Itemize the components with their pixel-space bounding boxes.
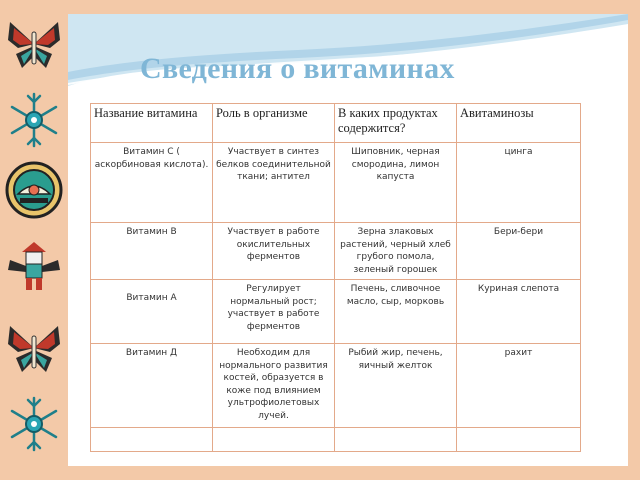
snowflake-icon xyxy=(4,394,64,454)
decorative-sidebar xyxy=(0,0,68,480)
butterfly-icon xyxy=(4,14,64,74)
vitamins-table xyxy=(90,103,581,452)
sun-emblem-icon xyxy=(4,160,64,220)
kachina-figure-icon xyxy=(4,236,64,296)
table-cell: Зерна злаковых растений, черный хлеб грубого помола, зеленый горошек xyxy=(335,223,457,280)
header-vitamin-name: Название витамина xyxy=(91,104,213,143)
table-row xyxy=(91,344,581,428)
header-role: Роль в организме xyxy=(213,104,335,143)
table-cell: Участвует в синтез белков соединительной ткани; антител xyxy=(213,143,335,223)
table-cell: Участвует в работе окислительных ферментов xyxy=(213,223,335,280)
header-deficiency: Авитаминозы xyxy=(457,104,581,143)
table-row xyxy=(91,223,581,280)
page-title: Сведения о витаминах xyxy=(140,52,455,85)
table-cell xyxy=(335,428,457,452)
table-cell: Рыбий жир, печень, яичный желток xyxy=(335,344,457,428)
table-cell: Регулирует нормальный рост; участвует в работе ферментов xyxy=(213,280,335,344)
table-row xyxy=(91,143,581,223)
table-header-row xyxy=(91,104,581,143)
table-cell: рахит xyxy=(457,344,581,428)
snowflake-icon xyxy=(4,90,64,150)
table-cell: Печень, сливочное масло, сыр, морковь xyxy=(335,280,457,344)
table-cell xyxy=(457,428,581,452)
table-row xyxy=(91,428,581,452)
table-cell: Необходим для нормального развития костей, образуется в коже под влиянием ультрофиолетовых лучей. xyxy=(213,344,335,428)
butterfly-icon xyxy=(4,318,64,378)
header-products: В каких продуктах содержится? xyxy=(335,104,457,143)
table-cell: Витамин А xyxy=(91,280,213,344)
table-cell: Бери-бери xyxy=(457,223,581,280)
table-cell: цинга xyxy=(457,143,581,223)
table-row xyxy=(91,280,581,344)
table-cell: Шиповник, черная смородина, лимон капуста xyxy=(335,143,457,223)
table-cell: Витамин В xyxy=(91,223,213,280)
table-cell xyxy=(213,428,335,452)
table-cell xyxy=(91,428,213,452)
table-cell: Куриная слепота xyxy=(457,280,581,344)
table-cell: Витамин С ( аскорбиновая кислота). xyxy=(91,143,213,223)
table-cell: Витамин Д xyxy=(91,344,213,428)
